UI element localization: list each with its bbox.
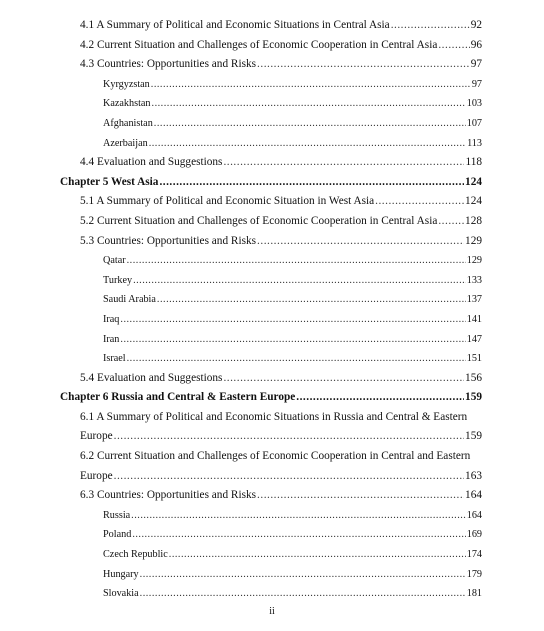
toc-country-entry[interactable]: [60, 271, 482, 291]
toc-entry-page-number: 133: [466, 274, 482, 286]
toc-country-entry[interactable]: [60, 565, 482, 585]
toc-country-entry[interactable]: [60, 310, 482, 330]
toc-entry-title: 5.1 A Summary of Political and Economic Situation in West Asia: [80, 195, 375, 208]
dot-leader: [149, 134, 466, 154]
toc-entry-page-number: 129: [466, 255, 482, 267]
toc-entry-page-number: 179: [466, 568, 482, 580]
toc-country-entry[interactable]: [60, 584, 482, 604]
toc-entry-title: Qatar: [103, 255, 126, 267]
toc-entry-row: [103, 94, 482, 114]
dot-leader: [257, 486, 464, 506]
dot-leader: [391, 16, 470, 36]
toc-section-entry[interactable]: [60, 55, 482, 75]
toc-entry-title: Poland: [103, 529, 132, 541]
toc-country-entry[interactable]: [60, 525, 482, 545]
toc-entry-title: Iran: [103, 333, 120, 345]
toc-entry-page-number: 137: [466, 294, 482, 306]
toc-entry-page-number: 169: [466, 529, 482, 541]
toc-entry-title: Kazakhstan: [103, 98, 151, 110]
toc-entry-page-number: 128: [465, 214, 482, 227]
toc-entry-page-number: 92: [470, 19, 482, 31]
dot-leader: [152, 94, 466, 114]
toc-section-entry[interactable]: [60, 16, 482, 36]
toc-section-entry[interactable]: [60, 36, 482, 56]
toc-entry-title: Slovakia: [103, 588, 139, 600]
toc-entry-title: Europe: [80, 469, 113, 482]
toc-entry-title: Chapter 5 West Asia: [60, 175, 159, 188]
toc-entry-title: Iraq: [103, 313, 120, 325]
toc-entry-title: Chapter 6 Russia and Central & Eastern Europe: [60, 391, 296, 404]
toc-entry-page-number: 97: [471, 78, 482, 90]
toc-entry-row: [80, 232, 482, 252]
toc-entry-title: Kyrgyzstan: [103, 78, 150, 90]
toc-section-entry[interactable]: [60, 408, 482, 447]
toc-entry-title: 5.4 Evaluation and Suggestions: [80, 371, 223, 384]
toc-entry-page-number: 103: [466, 98, 482, 110]
toc-entry-page-number: 129: [465, 234, 482, 247]
page-number: ii: [269, 606, 275, 617]
toc-entry-title: 4.3 Countries: Opportunities and Risks: [80, 58, 257, 71]
toc-entry-row: [80, 192, 482, 212]
dot-leader: [296, 388, 464, 408]
toc-entry-title: Afghanistan: [103, 117, 153, 129]
toc-entry-row: [103, 114, 482, 134]
dot-leader: [154, 114, 466, 134]
toc-entry-page-number: 164: [466, 509, 482, 521]
toc-entry-title: Europe: [80, 430, 113, 443]
dot-leader: [151, 75, 471, 95]
toc-country-entry[interactable]: [60, 545, 482, 565]
toc-country-entry[interactable]: [60, 349, 482, 369]
toc-country-entry[interactable]: [60, 134, 482, 154]
dot-leader: [223, 153, 464, 173]
dot-leader: [127, 349, 466, 369]
toc-entry-row: [103, 525, 482, 545]
toc-entry-row: [60, 173, 482, 193]
toc-entry-row: [80, 427, 482, 447]
dot-leader: [159, 173, 464, 193]
toc-entry-row: [103, 545, 482, 565]
toc-entry-page-number: 124: [465, 175, 482, 188]
toc-entry-page-number: 147: [466, 333, 482, 345]
toc-entry-row: [80, 467, 482, 487]
toc-entry-row: [80, 16, 482, 36]
table-of-contents: [60, 16, 482, 604]
toc-entry-title: 6.3 Countries: Opportunities and Risks: [80, 489, 257, 502]
dot-leader: [257, 55, 470, 75]
dot-leader: [127, 251, 466, 271]
toc-section-entry[interactable]: [60, 369, 482, 389]
toc-section-entry[interactable]: [60, 212, 482, 232]
toc-country-entry[interactable]: [60, 290, 482, 310]
dot-leader: [375, 192, 464, 212]
toc-entry-row: [80, 153, 482, 173]
dot-leader: [223, 369, 464, 389]
toc-entry-row: [80, 55, 482, 75]
toc-entry-row: [103, 271, 482, 291]
dot-leader: [257, 232, 464, 252]
toc-entry-title: 4.1 A Summary of Political and Economic Situations in Central Asia: [80, 19, 390, 31]
dot-leader: [140, 565, 466, 585]
toc-entry-title: 4.2 Current Situation and Challenges of Economic Cooperation in Central Asia: [80, 38, 438, 51]
toc-entry-title: Hungary: [103, 568, 139, 580]
dot-leader: [169, 545, 466, 565]
toc-entry-page-number: 181: [466, 588, 482, 600]
dot-leader: [133, 271, 466, 291]
dot-leader: [132, 525, 465, 545]
toc-entry-row: [103, 290, 482, 310]
toc-entry-row: [103, 349, 482, 369]
toc-entry-row: [103, 565, 482, 585]
toc-entry-page-number: 151: [466, 353, 482, 365]
toc-entry-title: Czech Republic: [103, 549, 168, 561]
dot-leader: [114, 427, 464, 447]
toc-entry-title: 5.2 Current Situation and Challenges of Economic Cooperation in Central Asia: [80, 214, 438, 227]
toc-entry-page-number: 159: [465, 430, 482, 443]
dot-leader: [120, 330, 465, 350]
toc-country-entry[interactable]: [60, 330, 482, 350]
toc-chapter-entry[interactable]: [60, 388, 482, 408]
toc-entry-row: [80, 36, 482, 56]
toc-entry-row: [103, 584, 482, 604]
toc-entry-title: 4.4 Evaluation and Suggestions: [80, 156, 223, 169]
toc-entry-title: 5.3 Countries: Opportunities and Risks: [80, 234, 257, 247]
dot-leader: [114, 467, 464, 487]
toc-entry-page-number: 141: [466, 313, 482, 325]
dot-leader: [120, 310, 465, 330]
toc-entry-row: [103, 330, 482, 350]
toc-section-entry[interactable]: [60, 153, 482, 173]
toc-section-entry[interactable]: [60, 232, 482, 252]
toc-entry-page-number: 124: [465, 195, 482, 208]
toc-entry-row: [60, 388, 482, 408]
toc-entry-row: [103, 134, 482, 154]
dot-leader: [438, 36, 469, 56]
toc-entry-page-number: 118: [465, 156, 482, 169]
toc-entry-page-number: 96: [470, 38, 482, 51]
toc-section-entry[interactable]: [60, 447, 482, 486]
toc-entry-page-number: 156: [465, 371, 482, 384]
dot-leader: [157, 290, 466, 310]
toc-entry-title: Israel: [103, 353, 126, 365]
toc-chapter-entry[interactable]: [60, 173, 482, 193]
toc-entry-title: Saudi Arabia: [103, 294, 156, 306]
toc-country-entry[interactable]: [60, 114, 482, 134]
toc-entry-title: Turkey: [103, 274, 133, 286]
toc-entry-title-line: 6.1 A Summary of Political and Economic Situations in Russia and Central & Eastern: [80, 410, 468, 423]
toc-entry-row: [103, 251, 482, 271]
toc-entry-row: [103, 75, 482, 95]
toc-country-entry[interactable]: [60, 94, 482, 114]
toc-entry-row: [103, 310, 482, 330]
toc-entry-row: [80, 212, 482, 232]
toc-section-entry[interactable]: [60, 486, 482, 506]
dot-leader: [131, 506, 466, 526]
toc-entry-page-number: 174: [466, 549, 482, 561]
toc-country-entry[interactable]: [60, 506, 482, 526]
toc-country-entry[interactable]: [60, 251, 482, 271]
toc-entry-title: Azerbaijan: [103, 137, 148, 149]
toc-entry-page-number: 159: [465, 391, 482, 404]
dot-leader: [438, 212, 464, 232]
toc-entry-row: [80, 369, 482, 389]
toc-entry-page-number: 113: [467, 137, 482, 149]
toc-entry-row: [80, 486, 482, 506]
toc-entry-page-number: 97: [470, 58, 482, 71]
toc-entry-page-number: 163: [465, 469, 482, 482]
toc-entry-row: [103, 506, 482, 526]
toc-entry-page-number: 107: [466, 117, 482, 129]
toc-entry-title: Russia: [103, 509, 131, 521]
toc-entry-title-line: 6.2 Current Situation and Challenges of Economic Cooperation in Central and Eastern: [80, 450, 471, 463]
dot-leader: [140, 584, 466, 604]
toc-country-entry[interactable]: [60, 75, 482, 95]
toc-section-entry[interactable]: [60, 192, 482, 212]
toc-entry-page-number: 164: [465, 489, 482, 502]
